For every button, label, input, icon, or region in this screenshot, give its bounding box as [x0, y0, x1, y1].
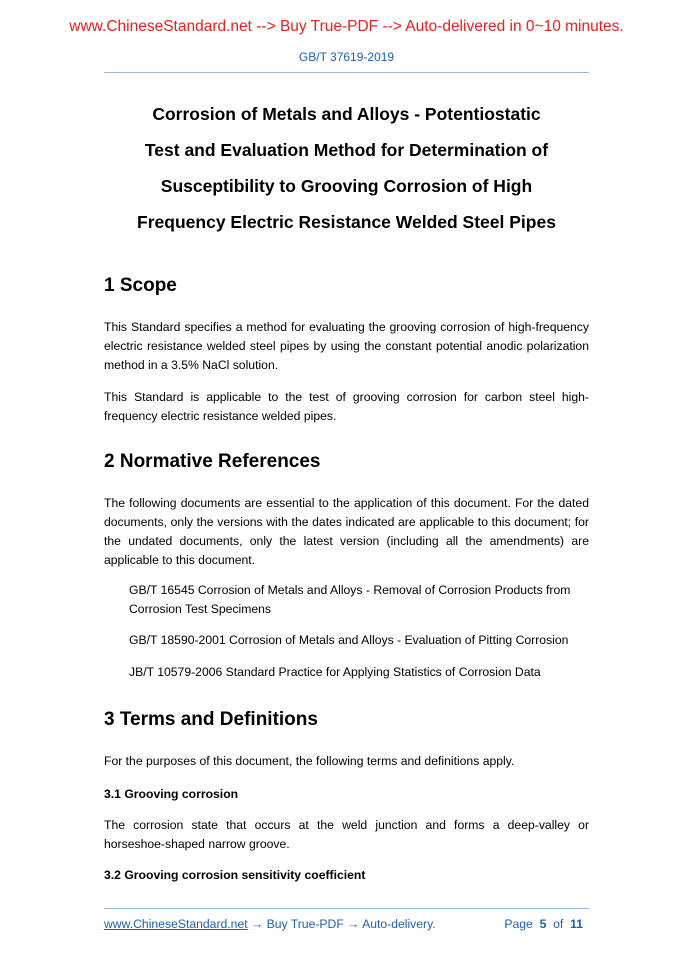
footer-text: → Buy True-PDF → Auto-delivery.: [247, 917, 436, 931]
terms-intro: For the purposes of this document, the following terms and definitions apply.: [104, 754, 515, 768]
term-heading-grooving-corrosion: 3.1 Grooving corrosion: [104, 787, 239, 801]
term-definition-grooving-corrosion: The corrosion state that occurs at the weld junction and forms a deep-valley or horseshoe-shaped narrow groove.: [104, 818, 589, 851]
normative-intro: The following documents are essential to the application of this document. For the dated documents, only the versions with the dates indicated are applicable to this document; for the undated documents, only the latest version (including all the amendments) are applicable to this document.: [104, 496, 589, 567]
footer-divider: [104, 908, 589, 909]
document-title: [60, 96, 633, 240]
section-heading-terms: 3 Terms and Definitions: [104, 709, 318, 730]
page-indicator: [504, 917, 583, 931]
title-line: Susceptibility to Grooving Corrosion of High: [160, 176, 533, 196]
reference-item: JB/T 10579-2006 Standard Practice for Applying Statistics of Corrosion Data: [129, 665, 541, 679]
document-number: GB/T 37619-2019: [298, 50, 395, 64]
reference-item: GB/T 16545 Corrosion of Metals and Alloys - Removal of Corrosion Products from Corrosion Test Specimens: [129, 583, 571, 616]
title-line: Test and Evaluation Method for Determination of: [144, 140, 549, 160]
term-heading-sensitivity-coefficient: 3.2 Grooving corrosion sensitivity coefficient: [104, 868, 366, 882]
title-line: Frequency Electric Resistance Welded Steel Pipes: [137, 212, 556, 232]
of-label: of: [553, 917, 564, 931]
scope-paragraph-2: This Standard is applicable to the test of grooving corrosion for carbon steel high-frequency electric resistance welded pipes.: [104, 390, 589, 423]
scope-paragraph-1: This Standard specifies a method for evaluating the grooving corrosion of high-frequency electric resistance welded steel pipes by using the constant potential anodic polarization method in a 3.5% NaCl solution.: [104, 320, 589, 372]
section-heading-normative-references: 2 Normative References: [104, 451, 321, 472]
footer-link[interactable]: www.ChineseStandard.net: [104, 917, 248, 931]
total-pages: 11: [570, 917, 583, 931]
title-line: Corrosion of Metals and Alloys - Potentiostatic: [152, 104, 541, 124]
page-footer: [104, 917, 589, 931]
current-page: 5: [539, 917, 547, 931]
top-banner[interactable]: www.ChineseStandard.net --> Buy True-PDF --> Auto-delivered in 0~10 minutes.: [69, 18, 624, 35]
header-divider: [104, 72, 589, 73]
page-label: Page: [504, 917, 533, 931]
section-heading-scope: 1 Scope: [104, 275, 177, 296]
reference-item: GB/T 18590-2001 Corrosion of Metals and Alloys - Evaluation of Pitting Corrosion: [129, 633, 569, 647]
